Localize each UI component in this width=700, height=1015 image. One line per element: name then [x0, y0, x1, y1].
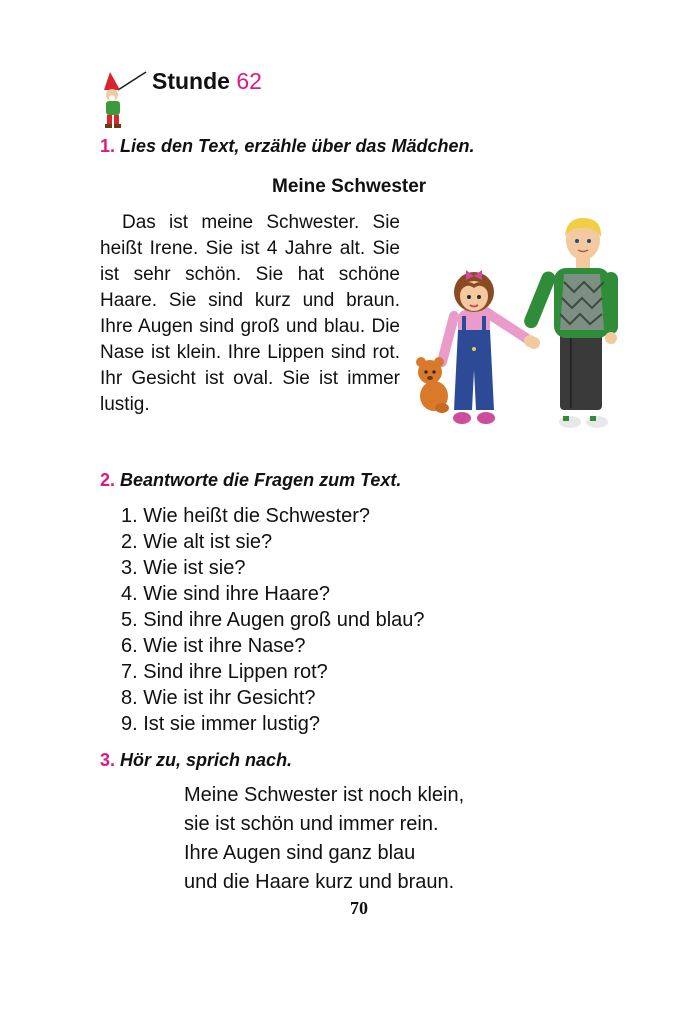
task-1-instruction: [100, 136, 474, 157]
poem-line: Meine Schwester ist noch klein,: [184, 784, 465, 806]
task-2-instruction: [100, 470, 401, 491]
question-item: 7. Sind ihre Lippen rot?: [121, 661, 328, 683]
task-text: Lies den Text, erzähle über das Mädchen.: [120, 136, 475, 156]
question-item: 5. Sind ihre Augen groß und blau?: [121, 609, 425, 631]
task-number: 3.: [100, 750, 116, 770]
gnome-pointer-icon: [100, 68, 148, 130]
poem-line: Ihre Augen sind ganz blau: [184, 842, 416, 864]
story-text: [100, 210, 400, 418]
poem-line: und die Haare kurz und braun.: [184, 871, 455, 893]
question-item: 3. Wie ist sie?: [121, 557, 246, 579]
story-title: Meine Schwester: [272, 176, 427, 197]
question-list: [121, 503, 425, 737]
question-item: 8. Wie ist ihr Gesicht?: [121, 687, 316, 709]
question-item: 9. Ist sie immer lustig?: [121, 713, 320, 735]
question-item: 1. Wie heißt die Schwester?: [121, 505, 370, 527]
girl-and-boy-illustration: [408, 212, 630, 444]
task-number: 1.: [100, 136, 116, 156]
question-item: 4. Wie sind ihre Haare?: [121, 583, 330, 605]
boy-figure: [522, 218, 618, 428]
story-paragraph: Das ist meine Schwester. Sie heißt Irene. Sie ist 4 Jahre alt. Sie ist sehr schön. Sie hat schöne Haare. Sie sind kurz und braun. Ihre Augen sind groß und blau. Die Nase ist klein. Ihre Lippen sind rot. Ihr Gesicht ist oval. Sie ist immer lustig.: [100, 212, 400, 415]
question-item: 2. Wie alt ist sie?: [121, 531, 273, 553]
task-number: 2.: [100, 470, 116, 490]
task-3-instruction: [100, 750, 292, 771]
lesson-title: [152, 68, 262, 95]
lesson-number: 62: [236, 68, 262, 94]
task-text: Beantworte die Fragen zum Text.: [120, 470, 402, 490]
lesson-label: Stunde: [152, 68, 230, 94]
question-item: 6. Wie ist ihre Nase?: [121, 635, 306, 657]
page-number: 70: [350, 898, 368, 918]
girl-figure: [442, 270, 536, 424]
poem: [184, 781, 464, 897]
poem-line: sie ist schön und immer rein.: [184, 813, 439, 835]
task-text: Hör zu, sprich nach.: [120, 750, 293, 770]
